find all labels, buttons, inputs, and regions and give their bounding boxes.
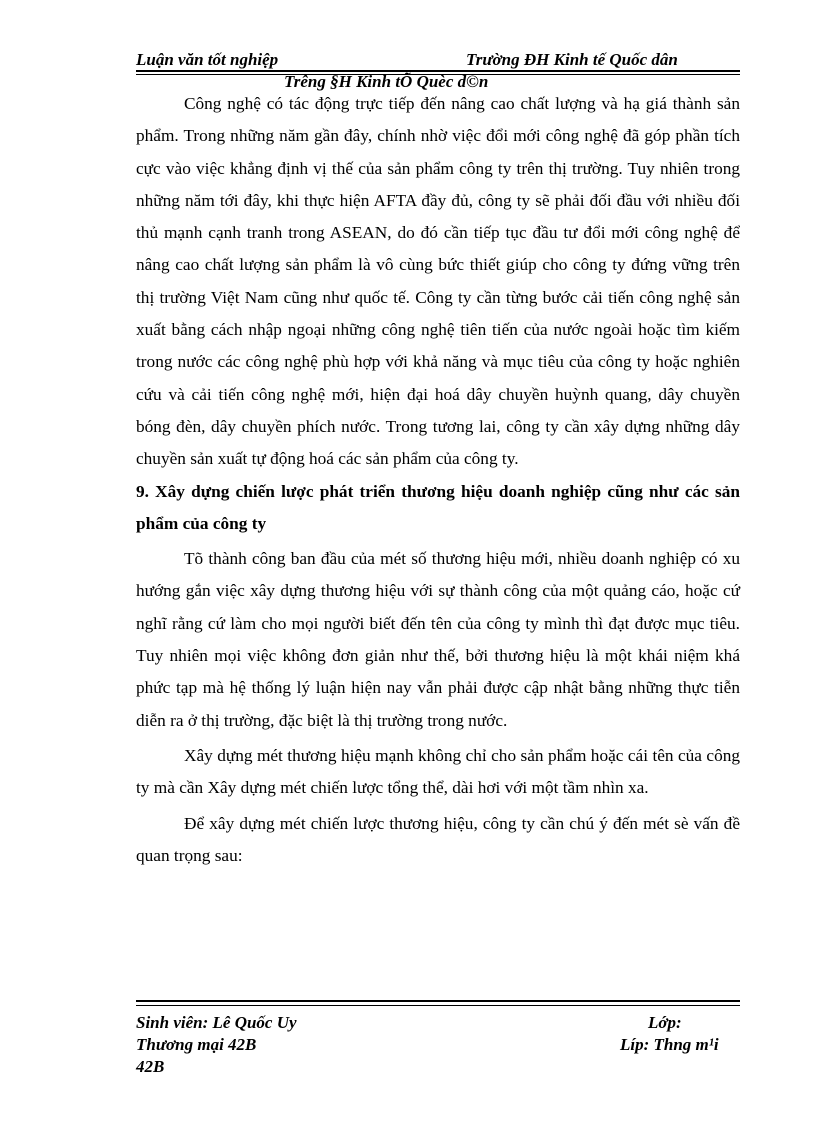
paragraph-brand-strategy: Để xây dựng mét chiến lược thương hiệu, công ty cần chú ý đến mét sè vấn đề quan trọng sau: (136, 813, 740, 865)
footer-suffix: 42B (136, 1057, 165, 1076)
footer-class-value: Thương mại 42B (136, 1035, 257, 1054)
footer-garbled-text: Líp: Thng m¹i (620, 1035, 719, 1054)
paragraph-strong-brand: Xây dựng mét thương hiệu mạnh không chỉ cho sản phẩm hoặc cái tên của công ty mà cần Xây dựng mét chiến lược tổng thể, dài hơi với một tầm nhìn xa. (136, 745, 740, 798)
header-university: Trường ĐH Kinh tế Quốc dân (466, 50, 678, 69)
footer-student: Sinh viên: Lê Quốc Uy (136, 1013, 297, 1032)
paragraph-technology: Công nghệ có tác động trực tiếp đến nâng cao chất lượng và hạ giá thành sản phẩm. Trong những năm gần đây, chính nhờ việc đổi mới công nghệ đã góp phần tích cực vào việc khẳng định vị thế của sản phẩm công ty trên thị trường. Tuy nhiên trong những năm tới đây, khi thực hiện AFTA đầy đủ, công ty sẽ phải đối đầu với nhiều đối thủ mạnh cạnh tranh trong ASEAN, do đó cần tiếp tục đầu tư đổi mới công nghệ để nâng cao chất lượng sản phẩm là vô cùng bức thiết giúp cho công ty đứng vững trên thị trường Việt Nam cũng như quốc tế. Công ty cần từng bước cải tiến công nghệ sản xuất bằng cách nhập ngoại những công nghệ tiên tiến của nước ngoài hoặc tìm kiếm trong nước các công nghệ phù hợp với khả năng và mục tiêu của công ty hoặc nghiên cứu và cải tiến công nghệ mới, hiện đại hoá dây chuyền huỳnh quang, dây chuyền bóng đèn, dây chuyền phích nước. Trong tương lai, công ty cần xây dựng những dây chuyền sản xuất tự động hoá các sản phẩm của công ty. (136, 94, 740, 469)
page-body (136, 88, 740, 872)
footer-rule (136, 1000, 740, 1006)
header-garbled-text: Trêng §H Kinh tÕ Quèc d©n (284, 72, 489, 91)
footer-class-label: Lớp: (648, 1013, 682, 1032)
header-thesis-label: Luận văn tốt nghiệp (136, 50, 279, 69)
paragraph-brand-success: Tõ thành công ban đầu của mét số thương hiệu mới, nhiều doanh nghiệp có xu hướng gắn việc xây dựng thương hiệu với sự thành công của một quảng cáo, hoặc cứ nghĩ rằng cứ làm cho mọi người biết đến tên của công ty mình thì đạt được mục tiêu. Tuy nhiên mọi việc không đơn giản như thế, bởi thương hiệu là một khái niệm khá phức tạp mà hệ thống lý luận hiện nay vẫn phải được cập nhật bằng những thực tiễn diễn ra ở thị trường, đặc biệt là thị trường trong nước. (136, 549, 740, 730)
section-heading: 9. Xây dựng chiến lược phát triển thương hiệu doanh nghiệp cũng như các sản phẩm của công ty (136, 481, 740, 533)
